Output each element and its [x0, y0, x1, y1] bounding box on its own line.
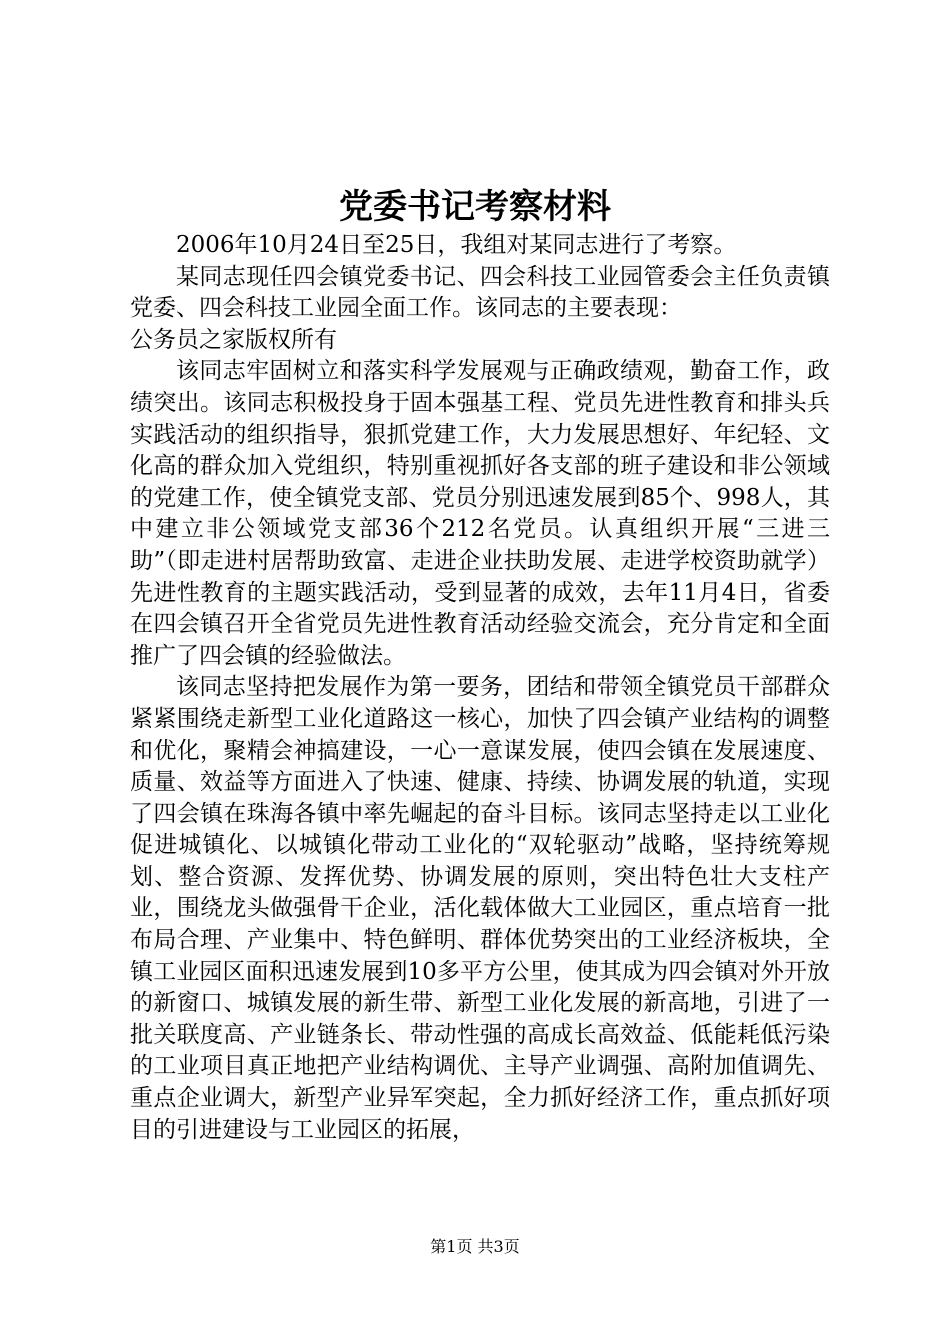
paragraph-intro: 2006年10月24日至25日，我组对某同志进行了考察。: [176, 232, 737, 258]
page-number-footer: 第1页 共3页: [430, 1237, 520, 1256]
document-body: [130, 230, 830, 1146]
paragraph-copyright: 公务员之家版权所有: [130, 326, 337, 353]
paragraph-party-building: 该同志牢固树立和落实科学发展观与正确政绩观，勤奋工作，政绩突出。该同志积极投身于固本强基工程、党员先进性教育和排头兵实践活动的组织指导，狠抓党建工作，大力发展思想好、年纪轻、文化高的群众加入党组织，特别重视抓好各支部的班子建设和非公领域的党建工作，使全镇党支部、党员分别迅速发展到85个、998人，其中建立非公领域党支部36个212名党员。认真组织开展“三进三助”（即走进村居帮助致富、走进企业扶助发展、走进学校资助就学）先进性教育的主题实践活动，受到显著的成效，去年11月4日，省委在四会镇召开全省党员先进性教育活动经验交流会，充分肯定和全面推广了四会镇的经验做法。: [130, 358, 830, 669]
document-title: 党委书记考察材料: [339, 187, 611, 227]
paragraph-development: 该同志坚持把发展作为第一要务，团结和带领全镇党员干部群众紧紧围绕走新型工业化道路这一核心，加快了四会镇产业结构的调整和优化，聚精会神搞建设，一心一意谋发展，使四会镇在发展速度、质量、效益等方面进入了快速、健康、持续、协调发展的轨道，实现了四会镇在珠海各镇中率先崛起的奋斗目标。该同志坚持走以工业化促进城镇化、以城镇化带动工业化的“双轮驱动”战略，坚持统筹规划、整合资源、发挥优势、协调发展的原则，突出特色壮大支柱产业，围绕龙头做强骨干企业，活化载体做大工业园区，重点培育一批布局合理、产业集中、特色鲜明、群体优势突出的工业经济板块，全镇工业园区面积迅速发展到10多平方公里，使其成为四会镇对外开放的新窗口、城镇发展的新生带、新型工业化发展的新高地，引进了一批关联度高、产业链条长、带动性强的高成长高效益、低能耗低污染的工业项目真正地把产业结构调优、主导产业调强、高附加值调先、重点企业调大，新型产业异军突起，全力抓好经济工作，重点抓好项目的引进建设与工业园区的拓展，: [130, 674, 830, 1143]
paragraph-position: 某同志现任四会镇党委书记、四会科技工业园管委会主任负责镇党委、四会科技工业园全面工作。该同志的主要表现：: [130, 263, 830, 322]
